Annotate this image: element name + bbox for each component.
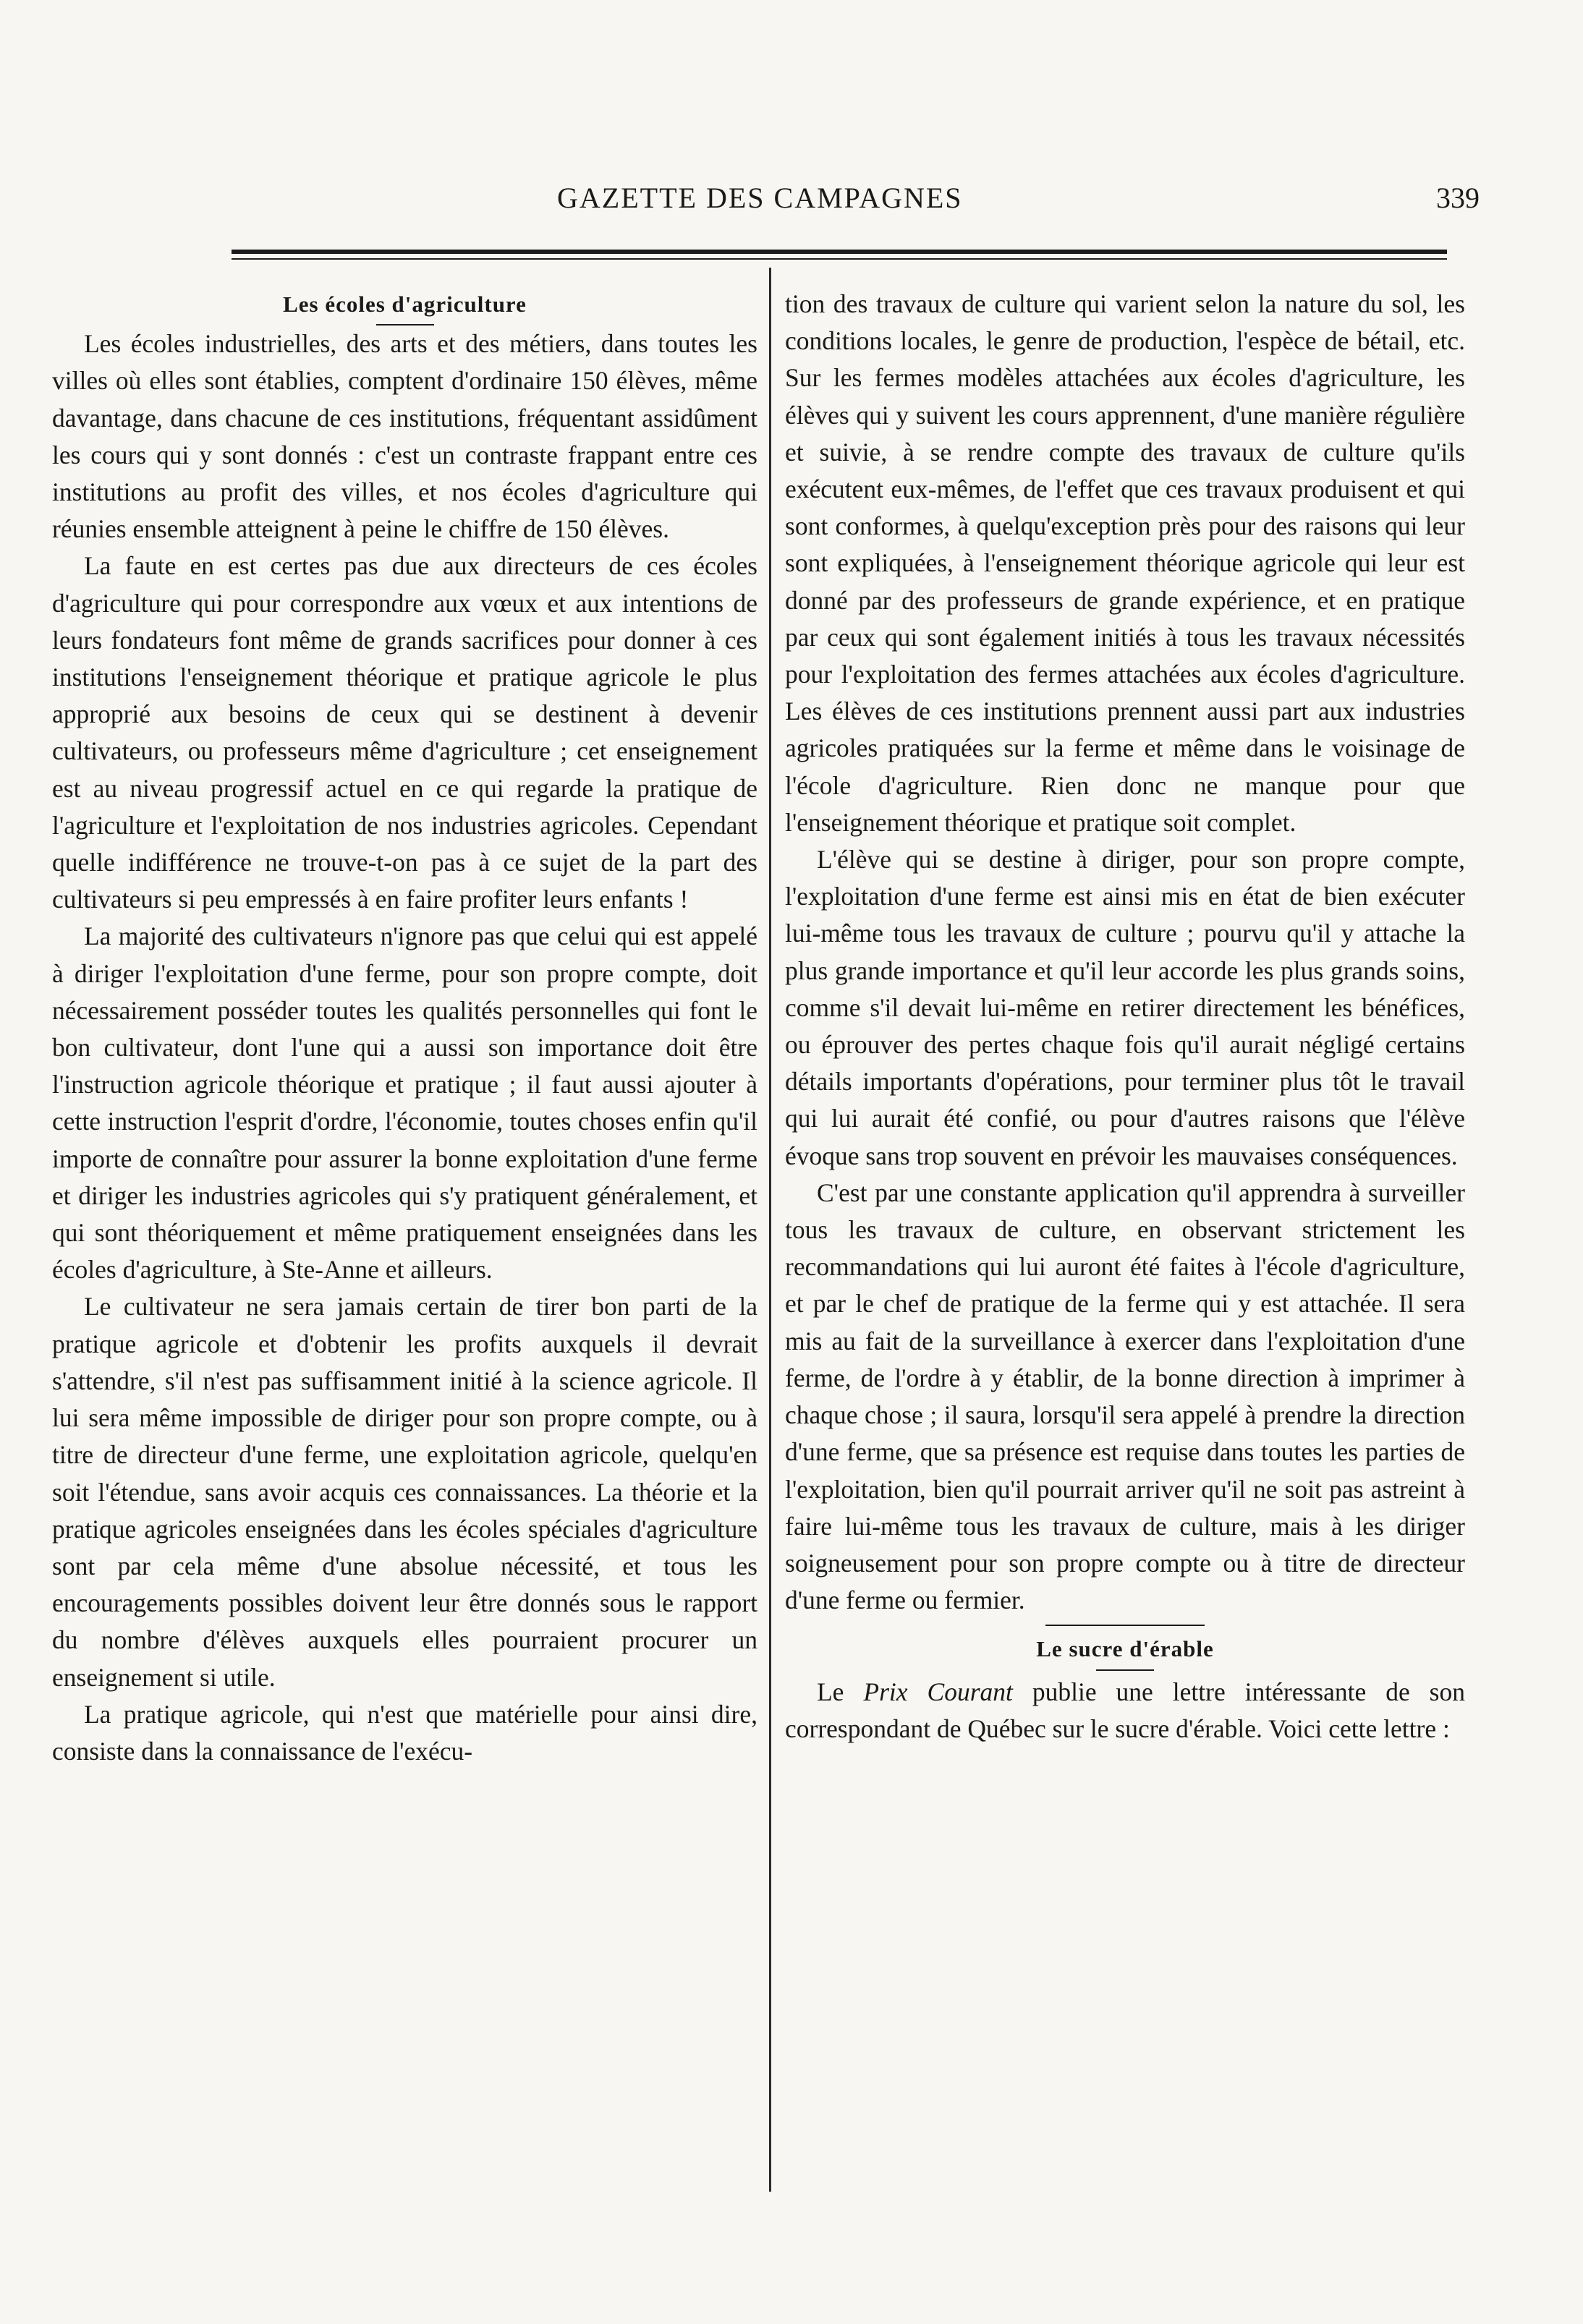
column-divider xyxy=(769,268,771,2192)
publication-name: Prix Courant xyxy=(863,1677,1013,1706)
right-column xyxy=(785,286,1465,1748)
page-number: 339 xyxy=(1436,182,1480,214)
paragraph: La faute en est certes pas due aux directeurs de ces écoles d'agriculture qui pour correspondre aux vœux et aux intentions de leurs fondateurs font même de grands sacrifices pour donner à ces institutions l'enseignement théorique et pratique agricole le plus approprié aux besoins de ceux qui se destinent à devenir cultivateurs, ou professeurs même d'agriculture ; cet enseignement est au niveau progressif actuel en ce qui regarde la pratique de l'agriculture et l'exploitation de nos industries agricoles. Cependant quelle indifférence ne trouve-t-on pas à ce sujet de la part des cultivateurs si peu empressés à en faire profiter leurs enfants ! xyxy=(52,551,757,914)
newspaper-title: GAZETTE DES CAMPAGNES xyxy=(557,182,963,214)
section-title-ecoles: Les écoles d'agriculture xyxy=(283,291,527,317)
section-title-sucre: Le sucre d'érable xyxy=(1036,1636,1214,1662)
paragraph: Le cultivateur ne sera jamais certain de tirer bon parti de la pratique agricole et d'obtenir les profits auxquels il devrait s'attendre, s'il n'est pas suffisamment initié à la science agricole. Il lui sera même impossible de diriger pour son propre compte, ou à titre de directeur d'une ferme, une exploitation agricole, quelqu'en soit l'étendue, sans avoir acquis ces connaissances. La théorie et la pratique agricoles enseignées dans les écoles spéciales d'agriculture sont par cela même d'une absolue nécessité, et tous les encouragements possibles doivent leur être donnés sous le rapport du nombre d'élèves auxquels elles pourraient procurer un enseignement si utile. xyxy=(52,1292,757,1692)
header-rule-thin xyxy=(232,258,1447,260)
text-after: publie une lettre intéressante de son correspondant de Québec sur le sucre d'érable. Voici cette lettre : xyxy=(785,1677,1465,1743)
paragraph: tion des travaux de culture qui varient selon la nature du sol, les conditions locales, le genre de production, l'espèce de bétail, etc. Sur les fermes modèles attachées aux écoles d'agriculture, les élèves qui y suivent les cours apprennent, d'une manière régulière et suivie, à se rendre compte des travaux de culture qu'ils exécutent eux-mêmes, de l'effet que ces travaux produisent et qui sont conformes, à quelqu'exception près pour des raisons qui leur sont expliquées, à l'enseignement théorique agricole qui leur est donné par des professeurs de grande expérience, et en pratique par ceux qui sont également initiés à tous les travaux nécessités pour l'exploitation des fermes attachées aux écoles d'agriculture. Les élèves de ces institutions prennent aussi part aux industries agricoles pratiquées sur la ferme et même dans le voisinage de l'école d'agriculture. Rien donc ne manque pour que l'enseignement théorique et pratique soit complet. xyxy=(785,289,1465,837)
header-rule-thick xyxy=(232,250,1447,254)
paragraph: Les écoles industrielles, des arts et des métiers, dans toutes les villes où elles sont établies, comptent d'ordinaire 150 élèves, même davantage, dans chacune de ces institutions, fréquentant assidûment les cours qui y sont donnés : c'est un contraste frappant entre ces institutions au profit des villes, et nos écoles d'agriculture qui réunies ensemble atteignent à peine le chiffre de 150 élèves. xyxy=(52,329,757,544)
section-rule xyxy=(1096,1669,1154,1671)
page-header xyxy=(0,181,1583,231)
text-before: Le xyxy=(817,1677,864,1706)
paragraph: La pratique agricole, qui n'est que matérielle pour ainsi dire, consiste dans la connaissance de l'exécu- xyxy=(52,1699,757,1766)
paragraph: L'élève qui se destine à diriger, pour son propre compte, l'exploitation d'une ferme est ainsi mis en état de bien exécuter lui-même tous les travaux de culture ; pourvu qu'il y attache la plus grande importance et qu'il leur accorde les plus grands soins, comme s'il devait lui-même en retirer directement les bénéfices, ou éprouver des pertes chaque fois qu'il aurait négligé certains détails importants d'opérations, pour terminer plus tôt le travail qui lui aurait été confié, ou pour d'autres raisons que l'élève évoque sans trop souvent en prévoir les mauvaises conséquences. xyxy=(785,845,1465,1170)
left-column xyxy=(52,286,757,1770)
paragraph: La majorité des cultivateurs n'ignore pas que celui qui est appelé à diriger l'exploitation d'une ferme, pour son propre compte, doit nécessairement posséder toutes les qualités personnelles qui font le bon cultivateur, dont l'une qui a aussi son importance doit être l'instruction agricole théorique et pratique ; il faut aussi ajouter à cette instruction l'esprit d'ordre, l'économie, toutes choses enfin qu'il importe de connaître pour assurer la bonne exploitation d'une ferme et diriger les industries agricoles qui s'y pratiquent généralement, et qui sont théoriquement et même pratiquement enseignées dans les écoles d'agriculture, à Ste-Anne et ailleurs. xyxy=(52,921,757,1285)
paragraph-prix-courant xyxy=(785,1674,1465,1748)
paragraph: C'est par une constante application qu'il apprendra à surveiller tous les travaux de culture, en observant strictement les recommandations qui lui auront été faites à l'école d'agriculture, et par le chef de pratique de la ferme qui y est attachée. Il sera mis au fait de la surveillance à exercer dans l'exploitation d'une ferme, de l'ordre à y établir, de la bonne direction à imprimer à chaque chose ; il saura, lorsqu'il sera appelé à prendre la direction d'une ferme, que sa présence est requise dans toutes les parties de l'exploitation, bien qu'il pourrait arriver qu'il ne soit pas astreint à faire lui-même tous les travaux de culture, mais à les diriger soigneusement pour son propre compte ou à titre de directeur d'une ferme ou fermier. xyxy=(785,1178,1465,1615)
section-separator xyxy=(1045,1625,1205,1626)
